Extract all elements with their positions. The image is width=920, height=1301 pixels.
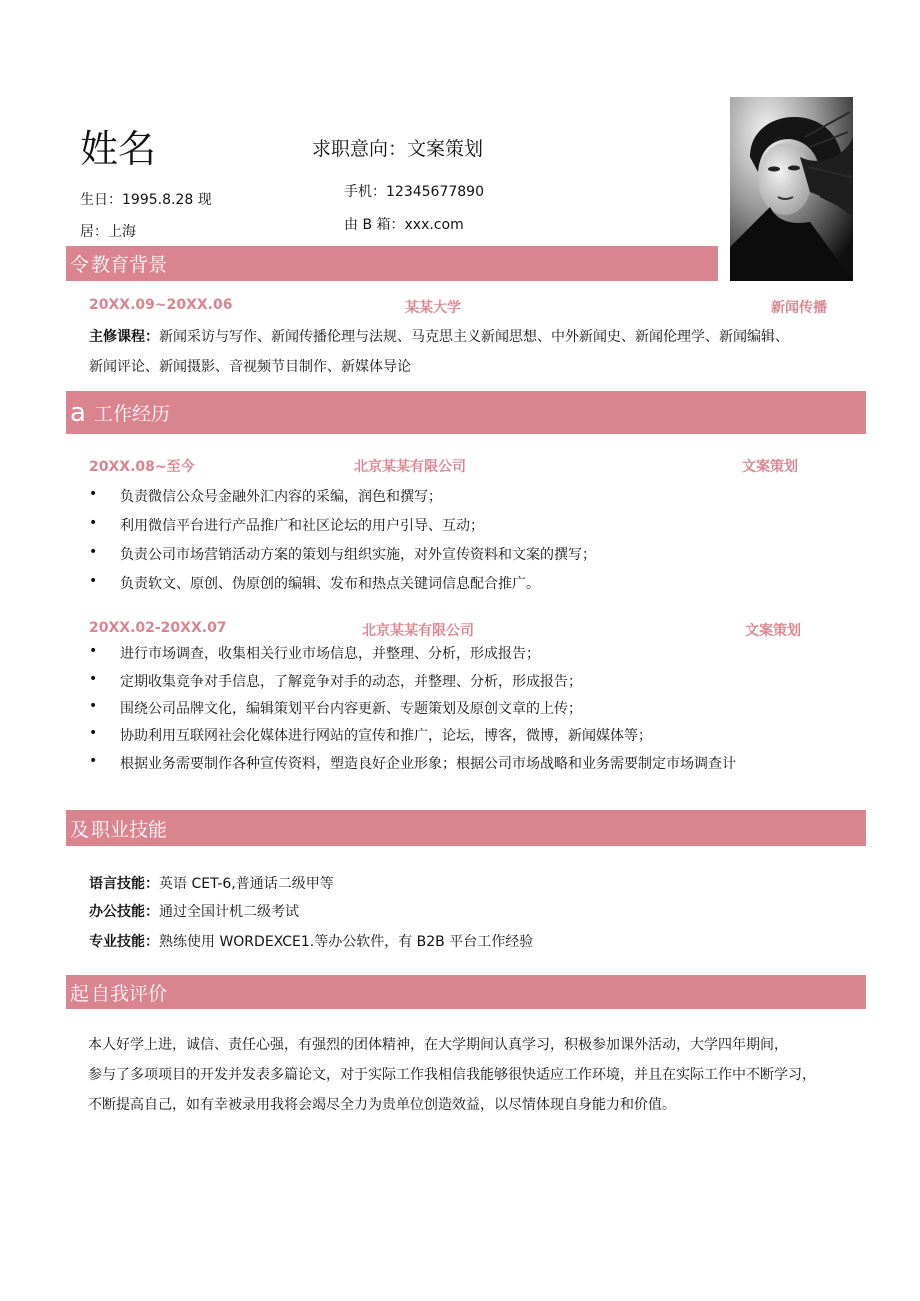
self-eval-line: 本人好学上进，诚信、责任心强，有强烈的团体精神，在大学期间认真学习，积极参加课外活动，大学四年期间， [88, 1037, 788, 1053]
education-section-title: 教育背景 [91, 254, 168, 276]
work-section-title: 工作经历 [93, 403, 170, 425]
education-period: 20XX.09~20XX.06 [89, 297, 233, 313]
self-eval-section-prefix: 起 [70, 982, 90, 1005]
phone-number: 手机：12345677890 [344, 184, 484, 200]
education-major: 新闻传播 [771, 300, 827, 316]
job-company: 北京某某有限公司 [354, 459, 466, 475]
courses-line2: 新闻评论、新闻摄影、音视频节目制作、新媒体导论 [89, 359, 411, 375]
self-eval-section-header [66, 975, 866, 1009]
job-objective: 求职意向：文案策划 [312, 138, 484, 160]
job-role: 文案策划 [745, 623, 801, 639]
job-period: 20XX.08~至今 [89, 459, 195, 475]
courses-line1 [89, 326, 789, 346]
profile-photo [730, 97, 853, 281]
skill-value: 通过全国计机二级考试 [159, 904, 299, 920]
job-company: 北京某某有限公司 [362, 623, 474, 639]
job-role: 文案策划 [742, 459, 798, 475]
education-section-prefix: 令 [70, 254, 90, 276]
birth-info-line2: 居：上海 [80, 224, 136, 240]
self-eval-line: 不断提高自己，如有幸被录用我将会竭尽全力为贵单位创造效益，以尽情体现自身能力和价值。 [88, 1097, 676, 1113]
education-school: 某某大学 [405, 300, 461, 316]
self-eval-line: 参与了多项项目的开发并发表多篇论文，对于实际工作我相信我能够很快适应工作环境，并且在实际工作中不断学习， [88, 1067, 816, 1083]
skill-label: 办公技能： [89, 904, 159, 920]
skill-item [89, 873, 334, 893]
skill-item [89, 901, 299, 921]
skills-section-prefix: 及 [70, 818, 90, 841]
skill-value: 熟练使用 WORDEXCE1.等办公软件，有 B2B 平台工作经验 [159, 934, 534, 950]
skill-value: 英语 CET-6,普通话二级甲等 [159, 876, 334, 892]
birth-info-line1: 生日：1995.8.28 现 [80, 192, 212, 208]
email-address: 由 B 箱：xxx.com [344, 217, 464, 233]
skill-item [89, 931, 533, 951]
skill-label: 语言技能： [89, 876, 159, 892]
skills-section-header [66, 810, 866, 846]
self-eval-section-title: 自我评价 [91, 982, 168, 1005]
work-section-header [66, 391, 866, 434]
courses-text1: 新闻采访与写作、新闻传播伦理与法规、马克思主义新闻思想、中外新闻史、新闻伦理学、新闻编辑、 [159, 329, 789, 345]
courses-label: 主修课程： [89, 329, 159, 345]
job-period: 20XX.02-20XX.07 [89, 620, 227, 636]
skill-label: 专业技能： [89, 934, 159, 950]
work-section-prefix: a [70, 397, 86, 428]
candidate-name: 姓名 [80, 127, 157, 171]
education-section-header [66, 246, 718, 281]
skills-section-title: 职业技能 [91, 818, 168, 841]
